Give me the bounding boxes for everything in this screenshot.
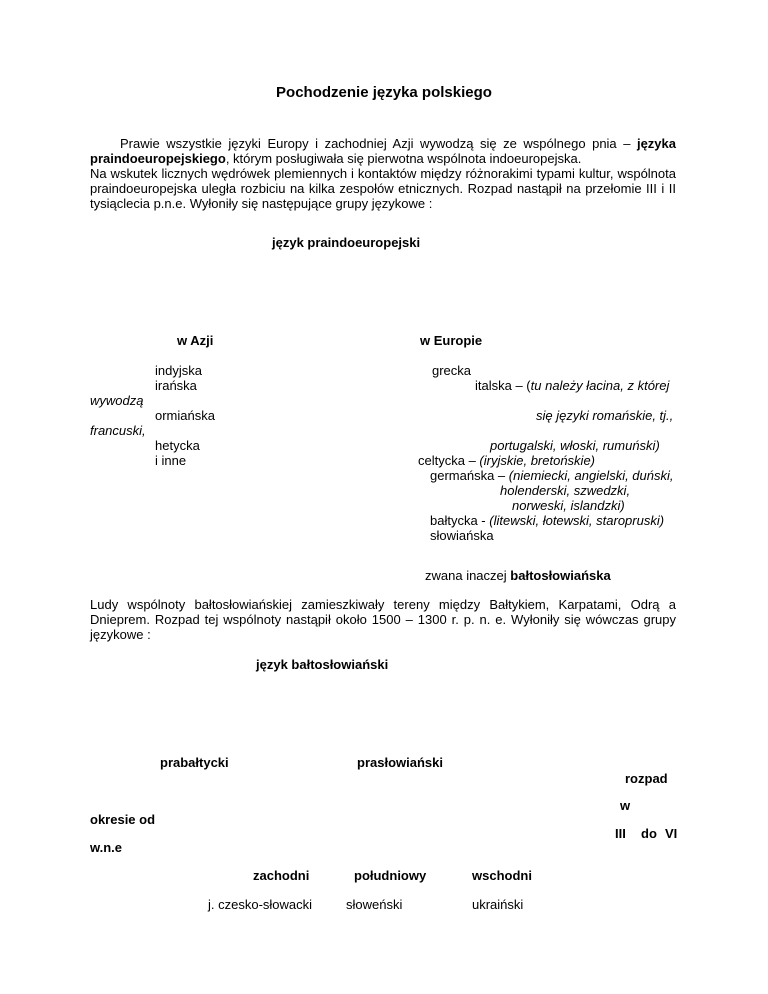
asia-list — [155, 363, 215, 468]
asia-item: indyjska — [155, 363, 202, 378]
europe-celtic: celtycka – (iryjskie, bretońskie) — [418, 453, 596, 468]
asia-item: ormiańska — [155, 408, 215, 423]
wrap-word-2: francuski, — [90, 423, 146, 438]
tree1-root: język praindoeuropejski — [272, 235, 421, 250]
iii-label: III — [615, 826, 626, 841]
europe-germanic-cont-1: holenderski, szwedzki, — [500, 483, 631, 498]
lang-west: j. czesko-słowacki — [208, 897, 313, 912]
asia-item: i inne — [155, 453, 187, 468]
pra-slavic: prasłowiański — [357, 755, 443, 770]
lang-south: słoweński — [346, 897, 403, 912]
do-label: do — [641, 826, 657, 841]
asia-header: w Azji — [177, 333, 214, 348]
lang-east: ukraiński — [472, 897, 524, 912]
intro-text-1: Prawie wszystkie języki Europy i zachodniej Azji wywodzą się ze wspólnego pnia – — [120, 136, 637, 151]
balto-slavic-note: zwana inaczej bałtosłowiańska — [425, 568, 611, 583]
w-label: w — [620, 798, 631, 813]
wne-label: w.n.e — [90, 840, 123, 855]
okresie-od-label: okresie od — [90, 812, 156, 827]
asia-item: irańska — [155, 378, 197, 393]
europe-germanic: germańska – (niemiecki, angielski, duński, — [430, 468, 674, 483]
europe-germanic-cont-2: norweski, islandzki) — [512, 498, 625, 513]
europe-baltic: bałtycka - (litewski, łotewski, staropruski) — [430, 513, 665, 528]
wrap-word-1: wywodzą — [90, 393, 144, 408]
europe-italic-end: portugalski, włoski, rumuński) — [490, 438, 660, 453]
pra-baltic: prabałtycki — [160, 755, 229, 770]
intro-paragraph — [90, 136, 676, 211]
group-west: zachodni — [253, 868, 310, 883]
asia-item: hetycka — [155, 438, 200, 453]
europe-header: w Europie — [420, 333, 483, 348]
europe-slavic: słowiańska — [430, 528, 494, 543]
group-east: wschodni — [472, 868, 532, 883]
europe-italic-cont: się języki romańskie, tj., — [536, 408, 674, 423]
tree2-root: język bałtosłowiański — [256, 657, 389, 672]
second-paragraph: Ludy wspólnoty bałtosłowiańskiej zamieszkiwały tereny między Bałtykiem, Karpatami, Odrą a Dnieprem. Rozpad tej wspólnoty nastąpił około 1500 – 1300 r. p. n. e. Wyłoniły się wówczas grupy językowe : — [90, 597, 676, 642]
europe-italic: italska – (tu należy łacina, z której — [475, 378, 670, 393]
intro-highlight: języka praindoeuropejskiego — [90, 136, 676, 166]
intro-text-2: , którym posługiwała się pierwotna wspólnota indoeuropejska. — [225, 151, 582, 166]
intro-text-3: Na wskutek licznych wędrówek plemiennych i kontaktów między różnorakimi typami kultur, wspólnota praindoeuropejska uległa rozbiciu na kilka zespołów etnicznych. Rozpad nastąpił na przełomie III i II tysiąclecia p.n.e. Wyłoniły się następujące grupy językowe : — [90, 166, 676, 211]
page-title: Pochodzenie języka polskiego — [276, 84, 492, 101]
vi-label: VI — [665, 826, 678, 841]
group-south: południowy — [354, 868, 427, 883]
rozpad-label: rozpad — [625, 771, 668, 786]
europe-greek: grecka — [432, 363, 472, 378]
